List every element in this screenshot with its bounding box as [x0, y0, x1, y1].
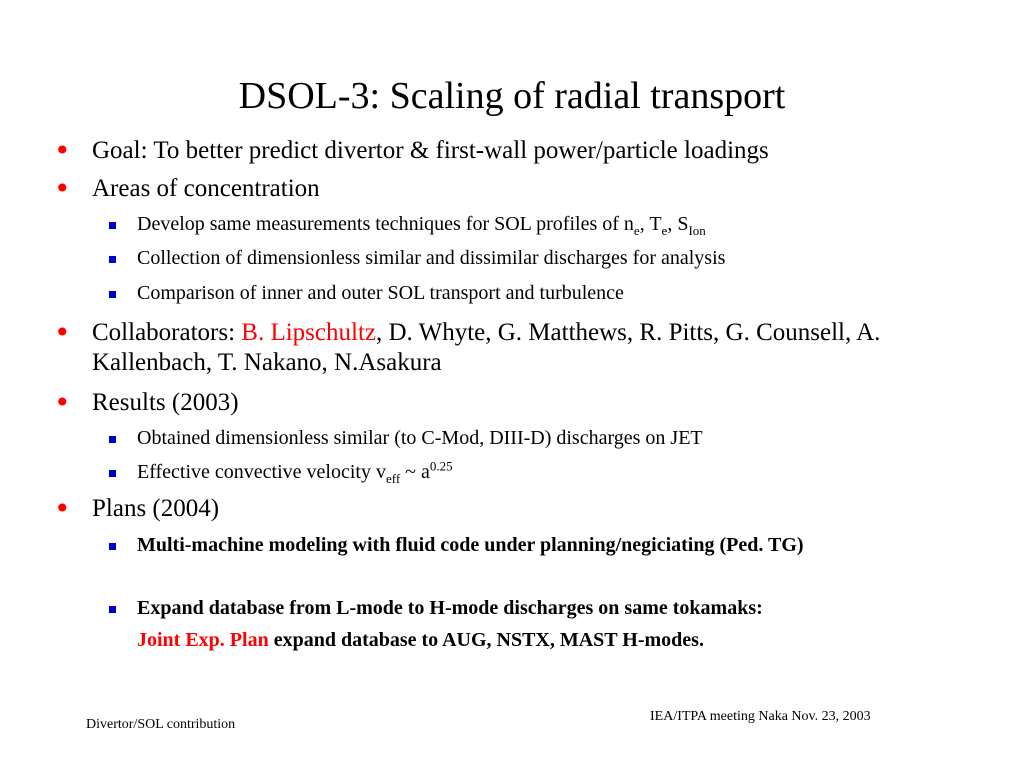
- sub-bullet-modeling: [137, 533, 957, 557]
- measurements-text: Develop same measurements techniques for SOL profiles of $n_e$, $T_e$, $S_{Ion}$: [137, 213, 706, 238]
- goal-text: Goal: To better predict divertor & first-wall power/particle loadings: [92, 137, 769, 164]
- bullet-plans: [54, 492, 952, 525]
- footer-left: Divertor/SOL contribution: [86, 717, 236, 732]
- sub-bullet-expand: [137, 596, 957, 620]
- sub-bullet-measurements: [137, 212, 957, 236]
- bullet-dot-icon: •: [54, 316, 71, 349]
- joint-plan-highlight: Joint Exp. Plan: [137, 629, 269, 651]
- bullet-collaborators: [54, 316, 952, 378]
- bullet-areas: [54, 172, 952, 205]
- bullet-dot-icon: •: [54, 172, 71, 205]
- sub-bullet-obtained: [137, 426, 957, 450]
- bullet-dot-icon: •: [54, 492, 71, 525]
- square-bullet-icon: [109, 222, 116, 229]
- comparison-text: Comparison of inner and outer SOL transport and turbulence: [137, 282, 624, 304]
- square-bullet-icon: [109, 606, 116, 613]
- square-bullet-icon: [109, 470, 116, 477]
- bullet-goal: [54, 134, 952, 167]
- results-label: Results (2003): [92, 389, 239, 416]
- plans-label: Plans (2004): [92, 495, 220, 522]
- bullet-dot-icon: •: [54, 134, 71, 167]
- velocity-text: Effective convective velocity $v_{eff}$ ~ $a^{0.25}$: [137, 458, 453, 486]
- footer-right: IEA/ITPA meeting Naka Nov. 23, 2003: [650, 709, 871, 724]
- collaborator-highlight: B. Lipschultz: [241, 319, 376, 346]
- joint-plan-rest: expand database to AUG, NSTX, MAST H-modes.: [268, 629, 704, 651]
- sub-bullet-comparison: [137, 281, 957, 305]
- sub-bullet-velocity: [137, 460, 957, 484]
- sub-bullet-collection: [137, 246, 957, 270]
- square-bullet-icon: [109, 543, 116, 550]
- areas-label: Areas of concentration: [92, 175, 320, 202]
- collection-text: Collection of dimensionless similar and dissimilar discharges for analysis: [137, 247, 726, 269]
- square-bullet-icon: [109, 291, 116, 298]
- square-bullet-icon: [109, 436, 116, 443]
- collaborators-text: Collaborators: B. Lipschultz, D. Whyte, G. Matthews, R. Pitts, G. Counsell, A. Kallenbach, T. Nakano, N.Asakura: [92, 319, 881, 376]
- bullet-dot-icon: •: [54, 386, 71, 419]
- joint-plan-line: [137, 628, 957, 652]
- square-bullet-icon: [109, 256, 116, 263]
- bullet-results: [54, 386, 952, 419]
- modeling-text: Multi-machine modeling with fluid code under planning/negiciating (Ped. TG): [137, 534, 804, 556]
- obtained-text: Obtained dimensionless similar (to C-Mod, DIII-D) discharges on JET: [137, 427, 703, 449]
- expand-text: Expand database from L-mode to H-mode discharges on same tokamaks:: [137, 597, 763, 619]
- slide-title: DSOL-3: Scaling of radial transport: [238, 75, 786, 117]
